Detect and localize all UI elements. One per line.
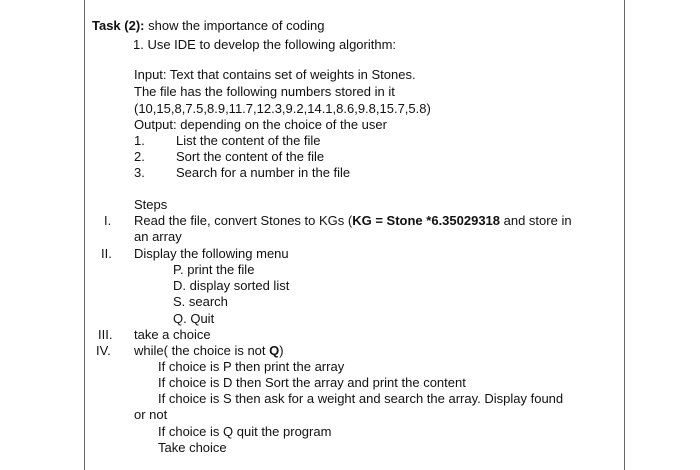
option-2-number: 2.: [134, 149, 145, 164]
step-1-text-a: Read the file, convert Stones to KGs (: [134, 213, 353, 228]
option-3-text: Search for a number in the file: [176, 165, 351, 180]
menu-item-quit: Q. Quit: [173, 311, 215, 326]
option-1-text: List the content of the file: [176, 133, 321, 148]
input-line-1: Input: Text that contains set of weights in Stones.: [134, 67, 416, 82]
steps-heading: Steps: [134, 197, 168, 212]
step-1-number: I.: [104, 213, 112, 228]
output-line: Output: depending on the choice of the user: [134, 117, 387, 132]
task-step-1: 1. Use IDE to develop the following algorithm:: [133, 37, 397, 52]
step-1-formula: KG = Stone *6.35029318: [352, 213, 501, 228]
task-heading: [92, 18, 324, 34]
step-1-text: [134, 213, 572, 229]
option-1-number: 1.: [134, 133, 145, 148]
step-3-number: III.: [98, 327, 113, 342]
step-1-continuation: an array: [134, 229, 182, 244]
condition-q: If choice is Q quit the program: [158, 424, 332, 439]
step-1-text-b: and store in: [500, 213, 572, 228]
option-2-text: Sort the content of the file: [176, 149, 325, 164]
input-numbers: (10,15,8,7.5,8.9,11.7,12.3,9.2,14.1,8.6,9.8,15.7,5.8): [134, 101, 431, 116]
condition-s: If choice is S then ask for a weight and search the array. Display found: [158, 391, 564, 406]
step-3-text: take a choice: [134, 327, 211, 342]
menu-item-print: P. print the file: [173, 262, 255, 277]
input-line-2: The file has the following numbers stored in it: [134, 84, 395, 99]
condition-s-continuation: or not: [134, 407, 168, 422]
option-3-number: 3.: [134, 165, 145, 180]
condition-p: If choice is P then print the array: [158, 359, 345, 374]
task-label: Task (2):: [92, 18, 145, 33]
step-4-text-a: while( the choice is not: [134, 343, 270, 358]
condition-d: If choice is D then Sort the array and print the content: [158, 375, 466, 390]
menu-item-search: S. search: [173, 294, 228, 309]
step-4-text-b: ): [279, 343, 284, 358]
task-title: show the importance of coding: [144, 18, 325, 33]
step-2-text: Display the following menu: [134, 246, 289, 261]
step-4-q: Q: [269, 343, 280, 358]
menu-item-sorted: D. display sorted list: [173, 278, 290, 293]
take-choice: Take choice: [158, 440, 227, 455]
step-4-text: [134, 343, 284, 359]
step-2-number: II.: [101, 246, 112, 261]
step-4-number: IV.: [96, 343, 111, 358]
